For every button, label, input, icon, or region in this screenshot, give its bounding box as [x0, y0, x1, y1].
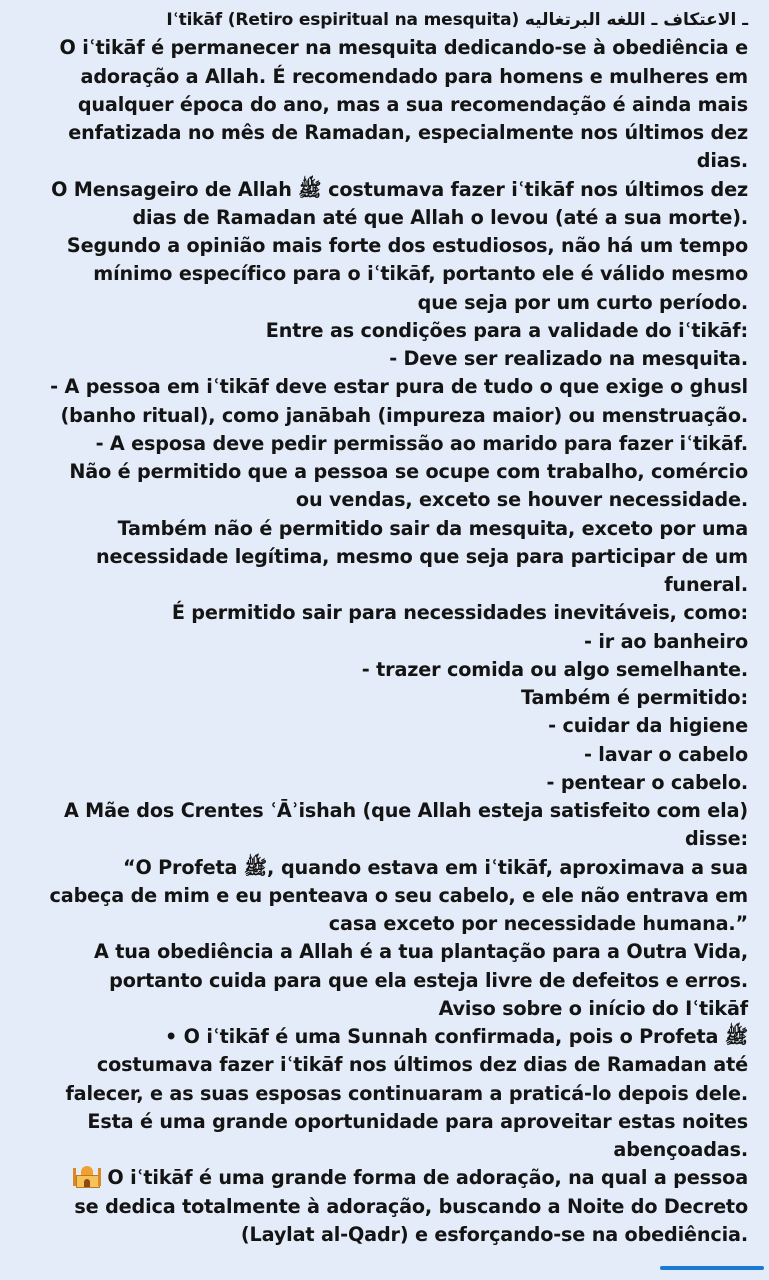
message-line: Também é permitido: — [521, 686, 748, 709]
message-line: Aviso sobre o início do Iʿtikāf — [438, 996, 748, 1020]
message-line: O iʿtikāf é permanecer na mesquita dedicando-se à obediência e — [59, 36, 748, 60]
message-line: Segundo a opinião mais forte dos estudiosos, não há um tempo — [66, 234, 748, 257]
message-line: Entre as condições para a validade do iʿtikāf: — [265, 318, 748, 342]
message-line: disse: — [685, 827, 748, 851]
message-body — [10, 34, 748, 1164]
message-line: - trazer comida ou algo semelhante. — [361, 657, 748, 681]
message-line: mínimo específico para o iʿtikāf, portanto ele é válido mesmo — [93, 262, 748, 286]
message-line: (Laylat al-Qadr) e esforçando-se na obediência. — [240, 1222, 748, 1246]
message-line: (banho ritual), como janābah (impureza maior) ou menstruação. — [60, 403, 748, 427]
message-line: dias de Ramadan até que Allah o levou (até a sua morte). — [132, 205, 748, 229]
message-line: ou vendas, exceto se houver necessidade. — [295, 488, 748, 512]
message-line: adoração a Allah. É recomendado para homens e mulheres em — [80, 64, 748, 88]
message-line: abençoadas. — [613, 1138, 748, 1161]
message-line: - ir ao banheiro — [583, 629, 748, 653]
message-line: - lavar o cabelo — [583, 742, 748, 766]
message-line: - cuidar da higiene — [548, 714, 748, 738]
message-line: casa exceto por necessidade humana.” — [328, 912, 748, 935]
message-line: se dedica totalmente à adoração, buscando a Noite do Decreto — [74, 1194, 748, 1218]
message-line: A Mãe dos Crentes ʿĀʾishah (que Allah esteja satisfeito com ela) — [63, 799, 748, 822]
message-line: costumava fazer iʿtikāf nos últimos dez dias de Ramadan até — [96, 1053, 748, 1077]
message-line: necessidade legítima, mesmo que seja para participar de um — [96, 544, 748, 568]
message-line: Também não é permitido sair da mesquita, exceto por uma — [117, 516, 748, 540]
message-line: funeral. — [664, 573, 748, 596]
message-line: que seja por um curto período. — [417, 290, 748, 314]
message-line: O Mensageiro de Allah ﷺ costumava fazer iʿtikāf nos últimos dez — [51, 177, 748, 201]
message-line: A tua obediência a Allah é a tua plantação para a Outra Vida, — [94, 940, 748, 964]
message-line: Não é permitido que a pessoa se ocupe com trabalho, comércio — [69, 460, 748, 483]
scroll-indicator — [660, 1266, 764, 1270]
message-line: - pentear o cabelo. — [546, 770, 748, 794]
message-line: dias. — [696, 149, 748, 173]
message-title: Iʿtikāf (Retiro espiritual na mesquita) ـ الاعتكاف ـ اللغه البرتغاليه — [166, 10, 748, 30]
message-line: qualquer época do ano, mas a sua recomendação é ainda mais — [77, 92, 748, 116]
message-line: “O Profeta ﷺ, quando estava em iʿtikāf, aproximava a sua — [122, 855, 748, 879]
message-line: - A esposa deve pedir permissão ao marido para fazer iʿtikāf. — [95, 431, 748, 455]
message-line: - Deve ser realizado na mesquita. — [389, 347, 748, 370]
message-line: • O iʿtikāf é uma Sunnah confirmada, pois o Profeta ﷺ — [165, 1025, 748, 1048]
message-line: Esta é uma grande oportunidade para aproveitar estas noites — [87, 1109, 748, 1133]
mosque-icon — [73, 1165, 101, 1187]
message-line: enfatizada no mês de Ramadan, especialmente nos últimos dez — [68, 121, 748, 144]
message-text[interactable] — [10, 6, 748, 1249]
message-line: - A pessoa em iʿtikāf deve estar pura de tudo o que exige o ghusl — [50, 375, 748, 399]
message-line: portanto cuida para que ela esteja livre de defeitos e erros. — [109, 968, 748, 992]
message-line: falecer, e as suas esposas continuaram a praticá-lo depois dele. — [65, 1081, 748, 1105]
message-line: O iʿtikāf é uma grande forma de adoração, na qual a pessoa — [10, 1164, 748, 1192]
message-line: cabeça de mim e eu penteava o seu cabelo, e ele não entrava em — [49, 883, 748, 907]
message-line: É permitido sair para necessidades inevitáveis, como: — [171, 601, 748, 625]
